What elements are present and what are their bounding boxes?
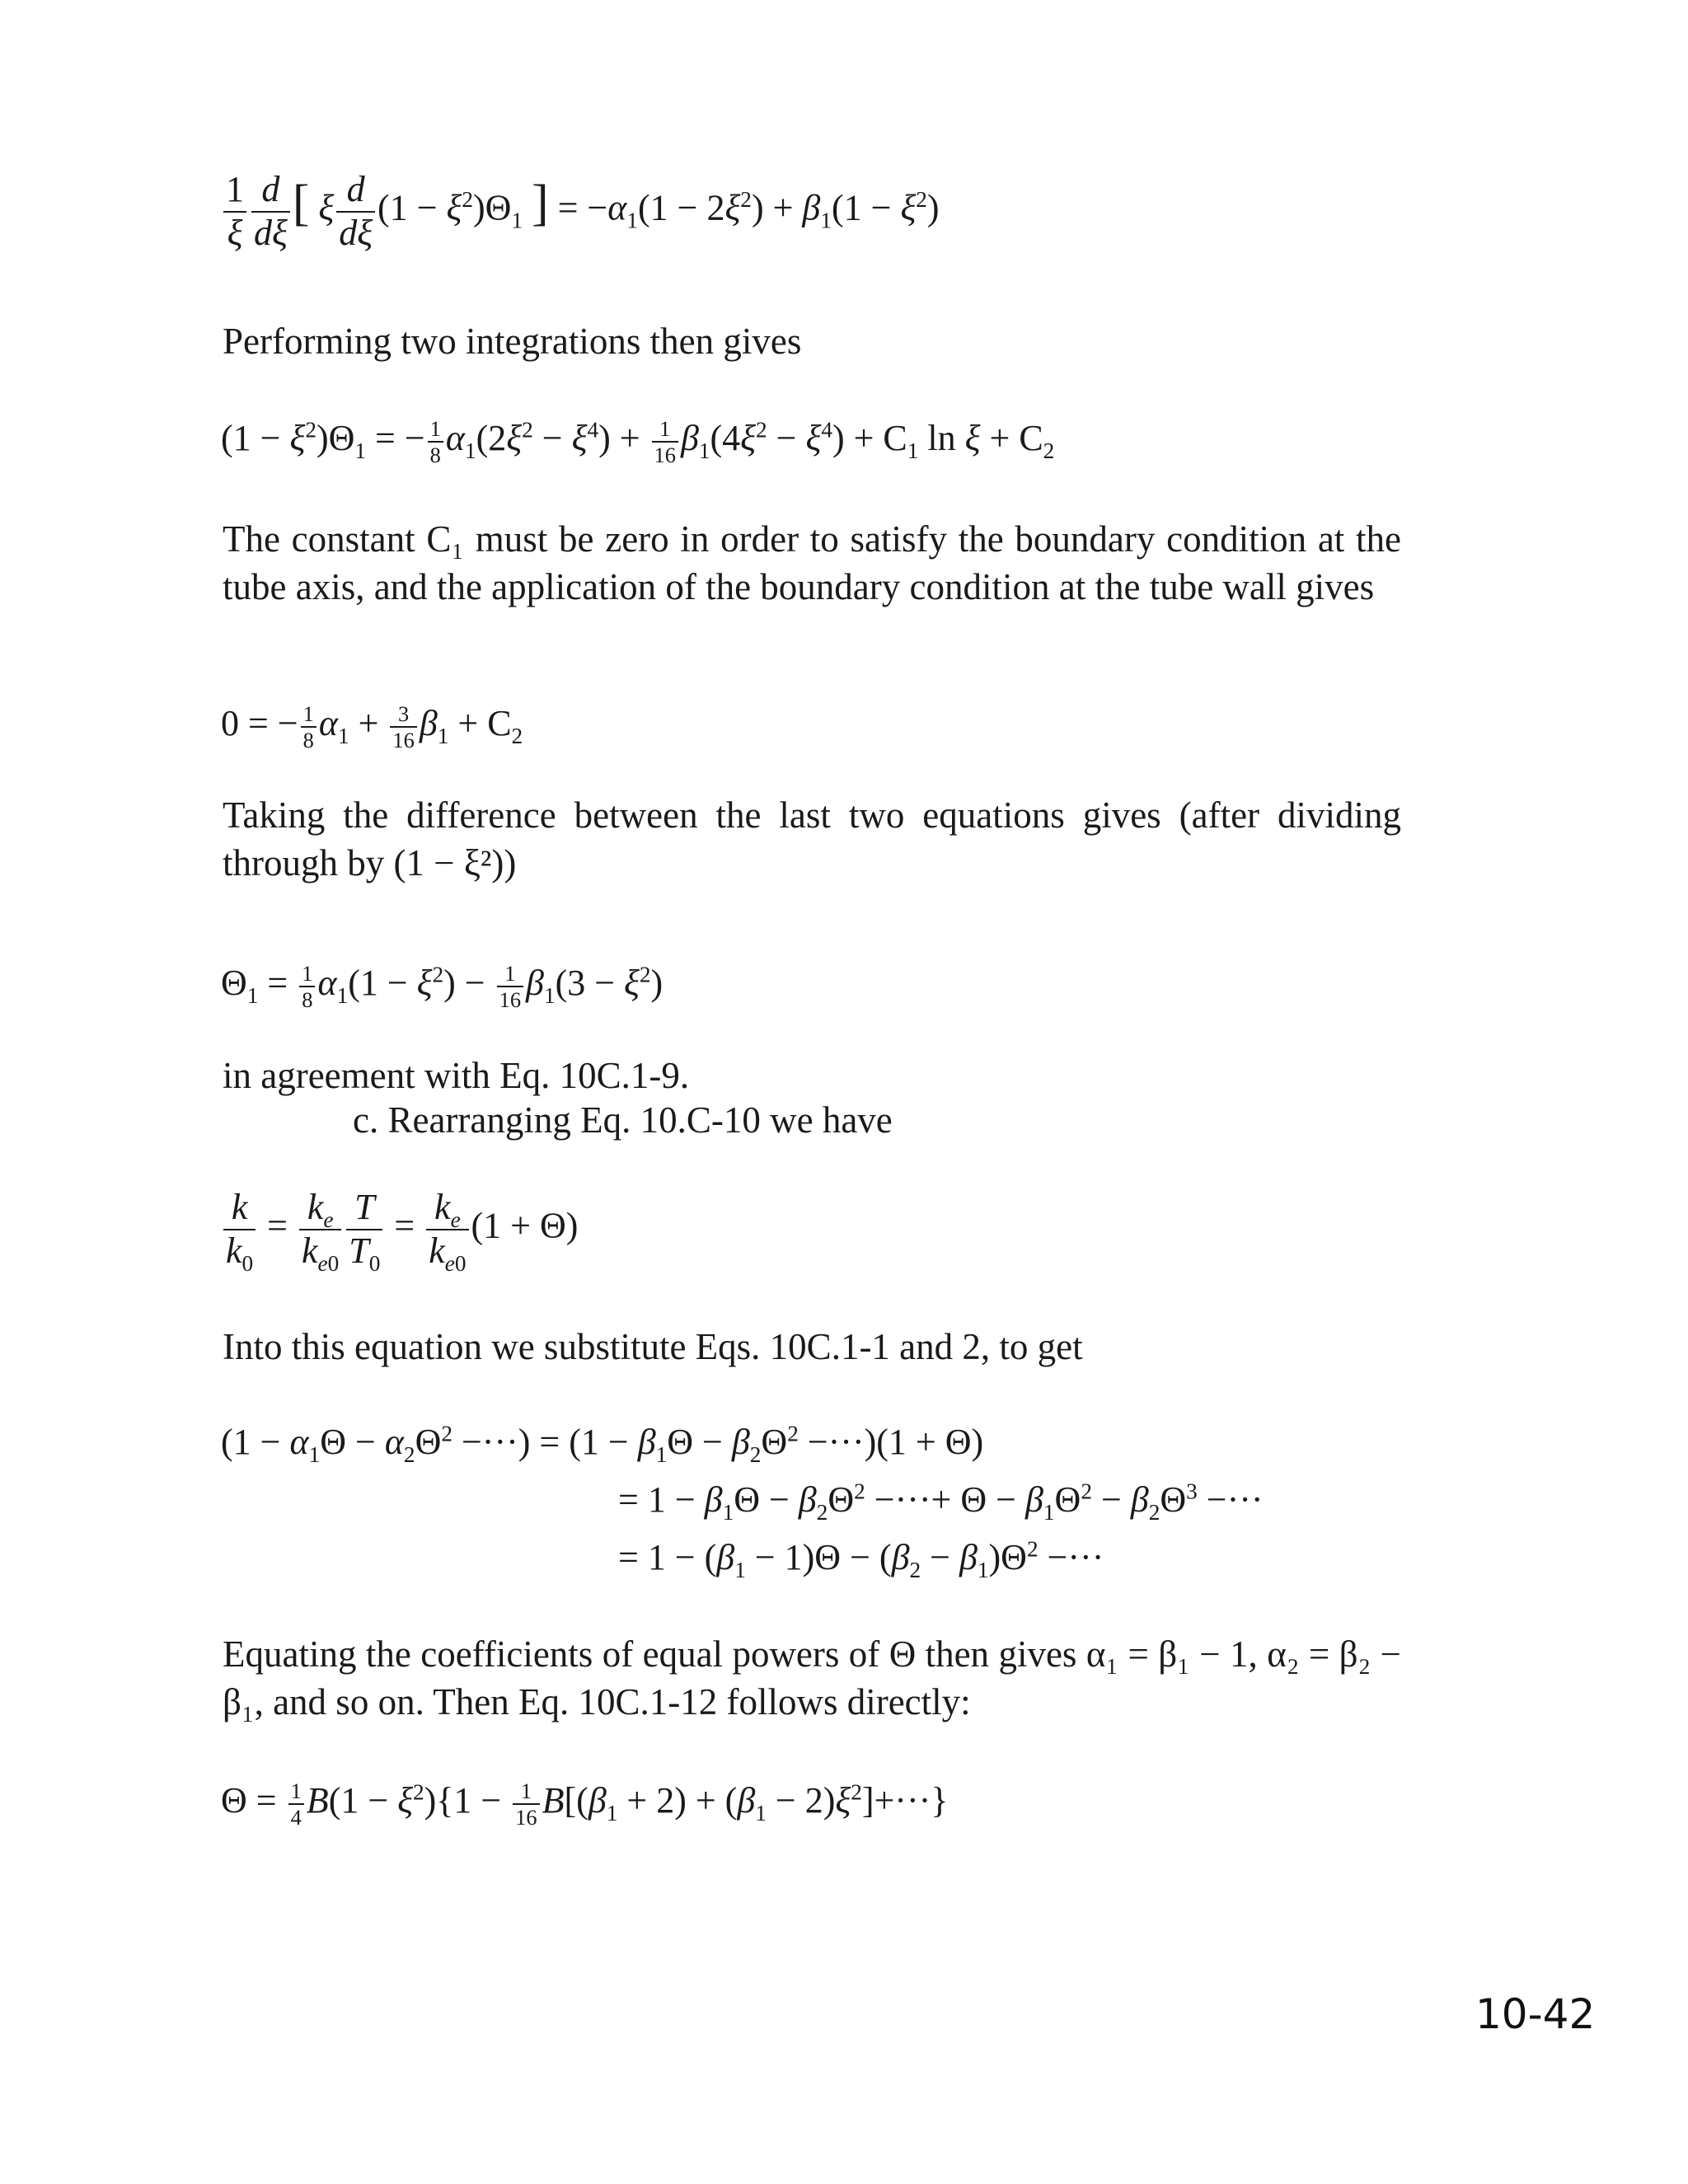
equation-conductivity-ratio: $\frac{k}{k_0}$ = $\frac{k_e}{k_{e0}}$ $\frac{T}{T_0}$ = $\frac{k_e}{k_{e0}}$ (1 + Θ)	[221, 1187, 578, 1272]
paragraph-agreement: in agreement with Eq. 10C.1-9.	[223, 1055, 690, 1096]
paragraph-rearranging: c. Rearranging Eq. 10.C-10 we have	[353, 1099, 893, 1141]
equation-theta1: $\Theta_1$ = $\frac{1}{8}$ $\alpha_1(1 - \xi^2)$ − $\frac{1}{16}$ $\beta_1(3 - \xi^2)$	[221, 960, 663, 1012]
equation-expansion-line2: = $1 - \beta_1\Theta - \beta_2\Theta^2$ −···+ $\Theta - \beta_1\Theta^2 - \beta_2\Theta^3$ −···	[618, 1479, 1264, 1525]
paragraph-coefficients: Equating the coefficients of equal powers of Θ then gives α₁ = β₁ − 1, α₂ = β₂ − β₁, and so on. Then Eq. 10C.1-12 follows directly:	[223, 1633, 1401, 1722]
equation-theta-final: Θ = $\frac{1}{4}$ $B(1 - \xi^2)\{1$ − $\frac{1}{16}$ $B[(\beta_1 + 2) + (\beta_1 - 2)\xi^2]+\cdot\cdot\cdot$}	[221, 1778, 949, 1830]
paragraph-constant: The constant C₁ must be zero in order to satisfy the boundary condition at the tube axis, and the application of the boundary condition at the tube wall gives	[223, 518, 1401, 607]
equation-expansion-line1: ($1 - \alpha_1\Theta - \alpha_2\Theta^2$ −···) = $(1 - \beta_1\Theta - \beta_2\Theta^2 -\cdot\cdot\cdot)(1 + \Theta)$	[221, 1421, 984, 1467]
equation-differential: $\frac{1}{\xi}$ $\frac{d}{d\xi}$ [ ξ $\frac{d}{d\xi}$ $(1 - \xi^2)\Theta_1$ ] = $-\alpha_1(1 - 2\xi^2) + \beta_1(1 - \xi^2)$	[221, 169, 940, 254]
paragraph-integrations: Performing two integrations then gives	[223, 321, 802, 362]
equation-integrated: $(1 - \xi^2)\Theta_1$ = − $\frac{1}{8}$ $\alpha_1(2\xi^2 - \xi^4)$ + $\frac{1}{16}$ $\beta_1(4\xi^2 - \xi^4) + C_1$ $\ln \xi + C_2$	[221, 415, 1055, 467]
equation-boundary-wall: 0 = − $\frac{1}{8}$ $\alpha_1$ + $\frac{3}{16}$ $\beta_1 + C_2$	[221, 701, 523, 752]
equation-expansion-line3: = $1 - (\beta_1 - 1)\Theta - (\beta_2 - \beta_1)\Theta^2$ −···	[618, 1536, 1104, 1582]
paragraph-substitute: Into this equation we substitute Eqs. 10C.1-1 and 2, to get	[223, 1326, 1083, 1367]
page-number: 10-42	[1475, 1990, 1596, 2038]
paragraph-difference: Taking the difference between the last two equations gives (after dividing through by (1 − ξ²))	[223, 794, 1401, 883]
